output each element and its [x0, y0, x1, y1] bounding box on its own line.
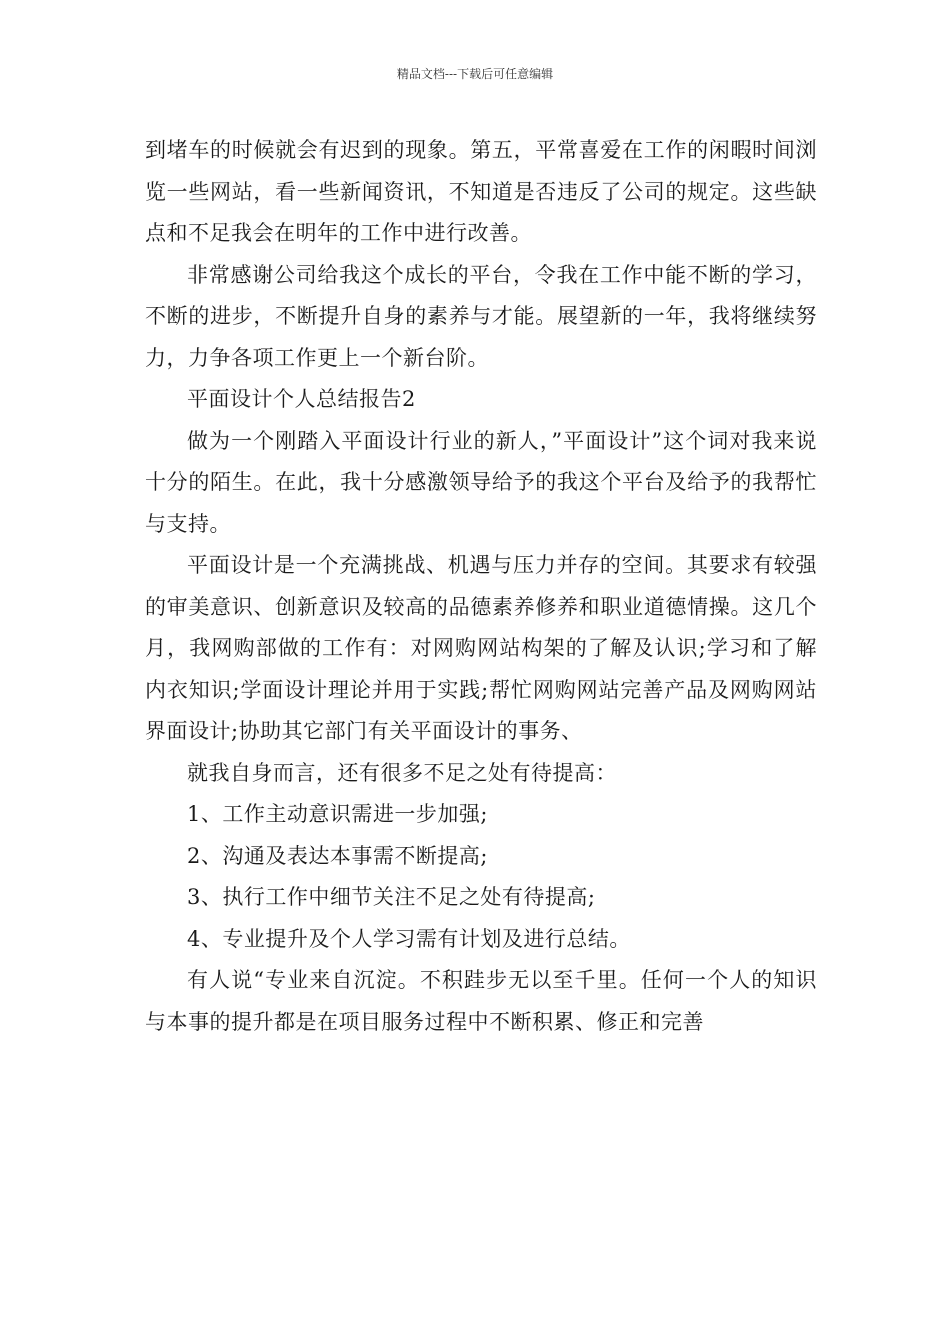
page-header: 精品文档---下载后可任意编辑: [396, 67, 554, 81]
list-item: 2、沟通及表达本事需不断提高;: [187, 843, 488, 868]
paragraph-intro: 做为一个刚踏入平面设计行业的新人，”平面设计”这个词对我来说十分的陌生。在此，我十分感激领导给予的我这个平台及给予的我帮忙与支持。: [145, 428, 817, 536]
list-item: 4、专业提升及个人学习需有计划及进行总结。: [187, 926, 631, 951]
document-body: [145, 130, 817, 1043]
paragraph-continuation: 到堵车的时候就会有迟到的现象。第五，平常喜爱在工作的闲暇时间浏览一些网站，看一些新闻资讯，不知道是否违反了公司的规定。这些缺点和不足我会在明年的工作中进行改善。: [145, 138, 817, 245]
list-item: 3、执行工作中细节关注不足之处有待提高;: [187, 885, 596, 909]
list-item: 1、工作主动意识需进一步加强;: [187, 802, 488, 826]
paragraph-thanks: 非常感谢公司给我这个成长的平台，令我在工作中能不断的学习，不断的进步，不断提升自身的素养与才能。展望新的一年，我将继续努力，力争各项工作更上一个新台阶。: [145, 262, 817, 370]
paragraph-shortcomings: 就我自身而言，还有很多不足之处有待提高：: [187, 760, 617, 785]
paragraph-closing: 有人说“专业来自沉淀。不积跬步无以至千里。任何一个人的知识与本事的提升都是在项目服务过程中不断积累、修正和完善: [145, 968, 817, 1034]
section-heading: 平面设计个人总结报告2: [187, 387, 416, 411]
paragraph-work: 平面设计是一个充满挑战、机遇与压力并存的空间。其要求有较强的审美意识、创新意识及较高的品德素养修养和职业道德情操。这几个月，我网购部做的工作有：对网购网站构架的了解及认识;学习和了解内衣知识;学面设计理论并用于实践;帮忙网购网站完善产品及网购网站界面设计;协助其它部门有关平面设计的事务、: [145, 553, 817, 743]
